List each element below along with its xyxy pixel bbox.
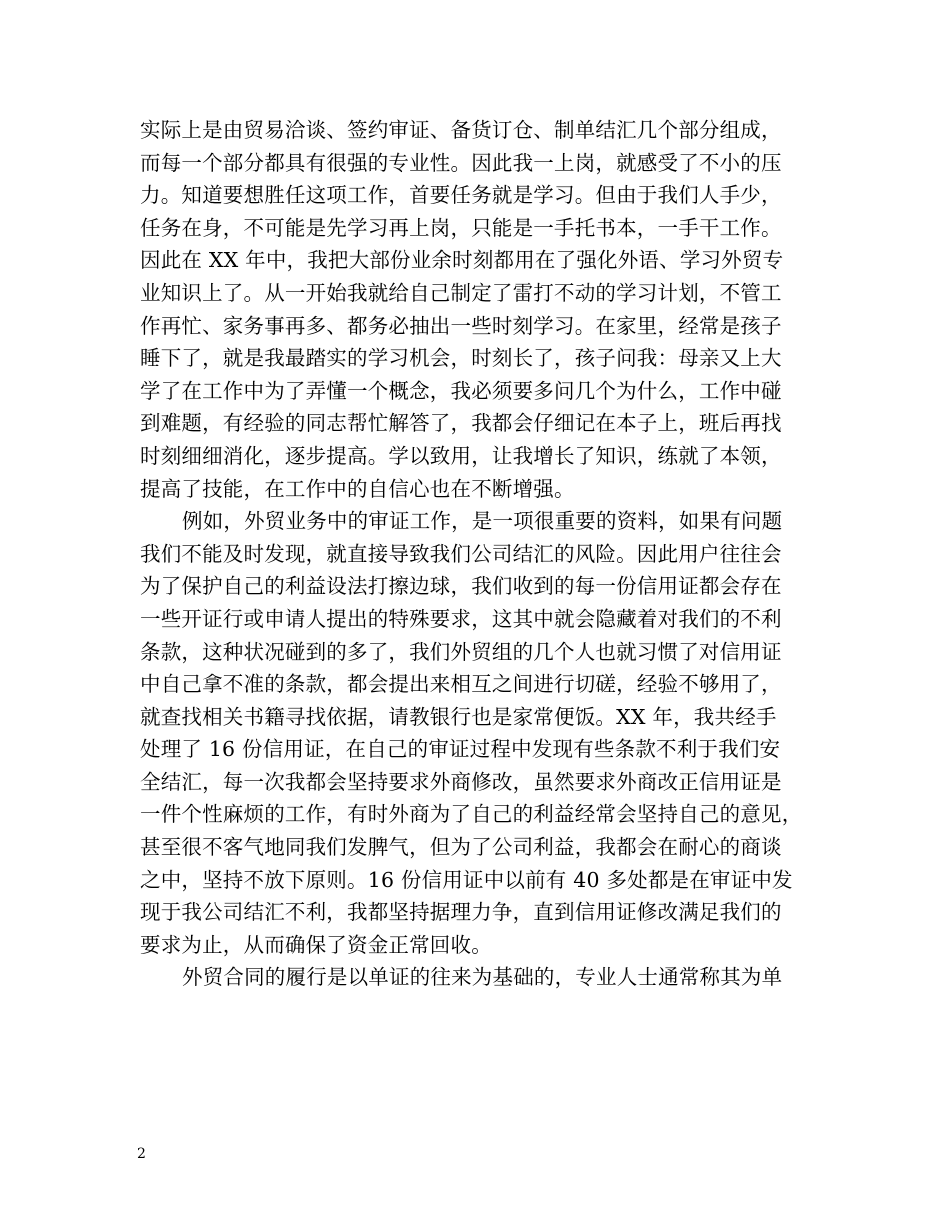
text-line: 而每一个部分都具有很强的专业性。因此我一上岗，就感受了不小的压 [140,150,782,175]
page-number: 2 [137,1146,146,1162]
text-line: 一件个性麻烦的工作，有时外商为了自己的利益经常会坚持自己的意见， [140,802,803,827]
text-line: 一些开证行或申请人提出的特殊要求，这其中就会隐藏着对我们的不利 [140,606,782,631]
text-line: 中自己拿不准的条款，都会提出来相互之间进行切磋，经验不够用了， [140,672,782,697]
text-line: 提高了技能，在工作中的自信心也在不断增强。 [140,476,575,501]
text-line: 作再忙、家务事再多、都务必抽出一些时刻学习。在家里，经常是孩子 [140,313,782,338]
text-line: 任务在身，不可能是先学习再上岗，只能是一手托书本，一手干工作。 [140,215,782,240]
text-line: 甚至很不客气地同我们发脾气，但为了公司利益，我都会在耐心的商谈 [140,835,782,860]
text-line: 实际上是由贸易洽谈、签约审证、备货订仓、制单结汇几个部分组成， [140,118,782,142]
text-line: 因此在 XX 年中，我把大部份业余时刻都用在了强化外语、学习外贸专 [140,248,784,273]
text-line: 我们不能及时发现，就直接导致我们公司结汇的风险。因此用户往往会 [140,541,782,566]
text-line: 要求为止，从而确保了资金正常回收。 [140,932,492,957]
text-line: 例如，外贸业务中的审证工作，是一项很重要的资料，如果有问题 [182,509,783,534]
text-line: 为了保护自己的利益设法打擦边球，我们收到的每一份信用证都会存在 [140,574,782,599]
body-text [140,114,830,994]
text-line: 到难题，有经验的同志帮忙解答了，我都会仔细记在本子上，班后再找 [140,411,782,436]
text-line: 时刻细细消化，逐步提高。学以致用，让我增长了知识，练就了本领， [140,443,782,468]
text-line: 学了在工作中为了弄懂一个概念，我必须要多问几个为什么，工作中碰 [140,378,782,403]
text-line: 处理了 16 份信用证，在自己的审证过程中发现有些条款不利于我们安 [140,737,781,762]
text-line: 力。知道要想胜任这项工作，首要任务就是学习。但由于我们人手少， [140,183,782,208]
text-line: 条款，这种状况碰到的多了，我们外贸组的几个人也就习惯了对信用证 [140,639,782,664]
text-line: 外贸合同的履行是以单证的往来为基础的，专业人士通常称其为单 [182,965,783,990]
text-line: 全结汇，每一次我都会坚持要求外商修改，虽然要求外商改正信用证是 [140,769,782,794]
text-line: 之中，坚持不放下原则。16 份信用证中以前有 40 多处都是在审证中发 [140,867,793,892]
text-line: 现于我公司结汇不利，我都坚持据理力争，直到信用证修改满足我们的 [140,900,782,925]
text-line: 业知识上了。从一开始我就给自己制定了雷打不动的学习计划，不管工 [140,280,782,305]
text-line: 就查找相关书籍寻找依据，请教银行也是家常便饭。XX 年，我共经手 [140,704,777,729]
text-line: 睡下了，就是我最踏实的学习机会，时刻长了，孩子问我：母亲又上大 [140,346,782,371]
